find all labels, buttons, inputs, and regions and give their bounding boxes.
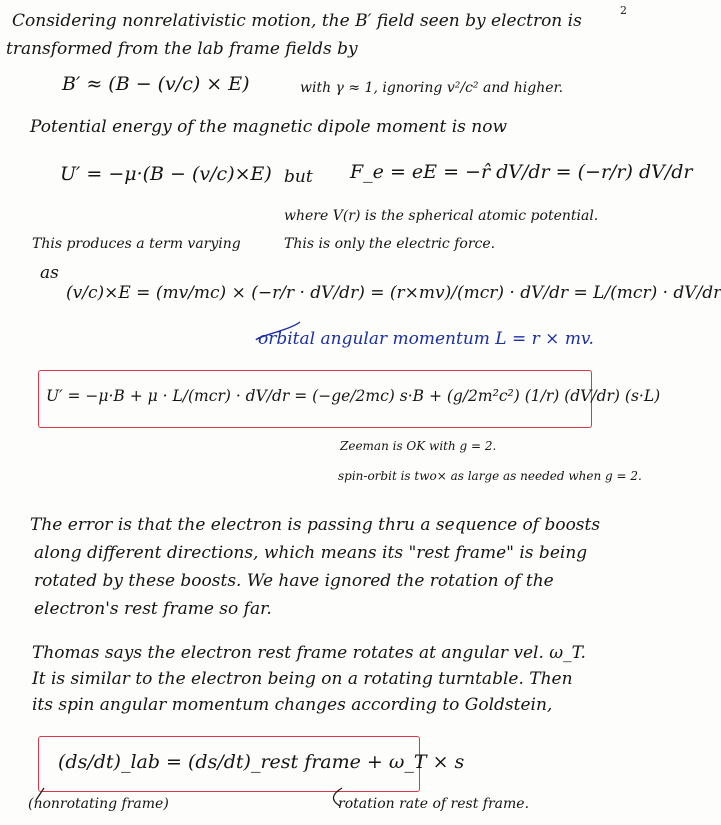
- note-zeeman: Zeeman is OK with g = 2.: [340, 439, 497, 453]
- page-number: 2: [620, 4, 627, 17]
- paragraph-line-7: its spin angular momentum changes according to Goldstein,: [32, 695, 553, 715]
- equation-u-prime-full: U′ = −μ·B + μ · L/(mcr) · dV/dr = (−ge/2mc) s·B + (g/2m²c²) (1/r) (dV/dr) (s·L): [46, 387, 661, 405]
- text-line-1: Considering nonrelativistic motion, the B′ field seen by electron is: [12, 11, 582, 31]
- note-rotation-rate: rotation rate of rest frame.: [338, 796, 530, 812]
- paragraph-line-2: along different directions, which means its "rest frame" is being: [34, 543, 588, 563]
- text-line-5a: This produces a term varying: [32, 236, 241, 252]
- text-line-4: where V(r) is the spherical atomic potential.: [284, 208, 599, 224]
- paragraph-line-6: It is similar to the electron being on a rotating turntable. Then: [32, 669, 573, 689]
- equation-b-prime: B′ ≈ (B − (v/c) × E): [62, 73, 250, 95]
- text-but: but: [284, 167, 313, 187]
- equation-vxe: (v/c)×E = (mv/mc) × (−r/r · dV/dr) = (r×mv)/(mcr) · dV/dr = L/(mcr) · dV/dr: [66, 283, 721, 303]
- paragraph-line-4: electron's rest frame so far.: [34, 599, 272, 619]
- paragraph-line-3: rotated by these boosts. We have ignored the rotation of the: [34, 571, 554, 591]
- text-as: as: [40, 263, 59, 283]
- text-orbital-angular-momentum: orbital angular momentum L = r × mv.: [258, 329, 594, 349]
- equation-b-prime-note: with γ ≈ 1, ignoring v²/c² and higher.: [300, 80, 564, 96]
- text-line-3: Potential energy of the magnetic dipole moment is now: [30, 117, 508, 137]
- equation-electric-force: F_e = eE = −r̂ dV/dr = (−r/r) dV/dr: [350, 161, 693, 183]
- note-spin-orbit: spin-orbit is two× as large as needed when g = 2.: [338, 469, 642, 483]
- paragraph-line-5: Thomas says the electron rest frame rotates at angular vel. ω_T.: [32, 643, 586, 663]
- paragraph-line-1: The error is that the electron is passing thru a sequence of boosts: [30, 515, 601, 535]
- text-line-5b: This is only the electric force.: [284, 236, 496, 252]
- note-nonrotating-frame: (nonrotating frame): [28, 796, 169, 812]
- text-line-2: transformed from the lab frame fields by: [6, 39, 358, 59]
- equation-goldstein: (ds/dt)_lab = (ds/dt)_rest frame + ω_T × s: [58, 751, 465, 773]
- equation-u-prime: U′ = −μ·(B − (v/c)×E): [60, 163, 272, 185]
